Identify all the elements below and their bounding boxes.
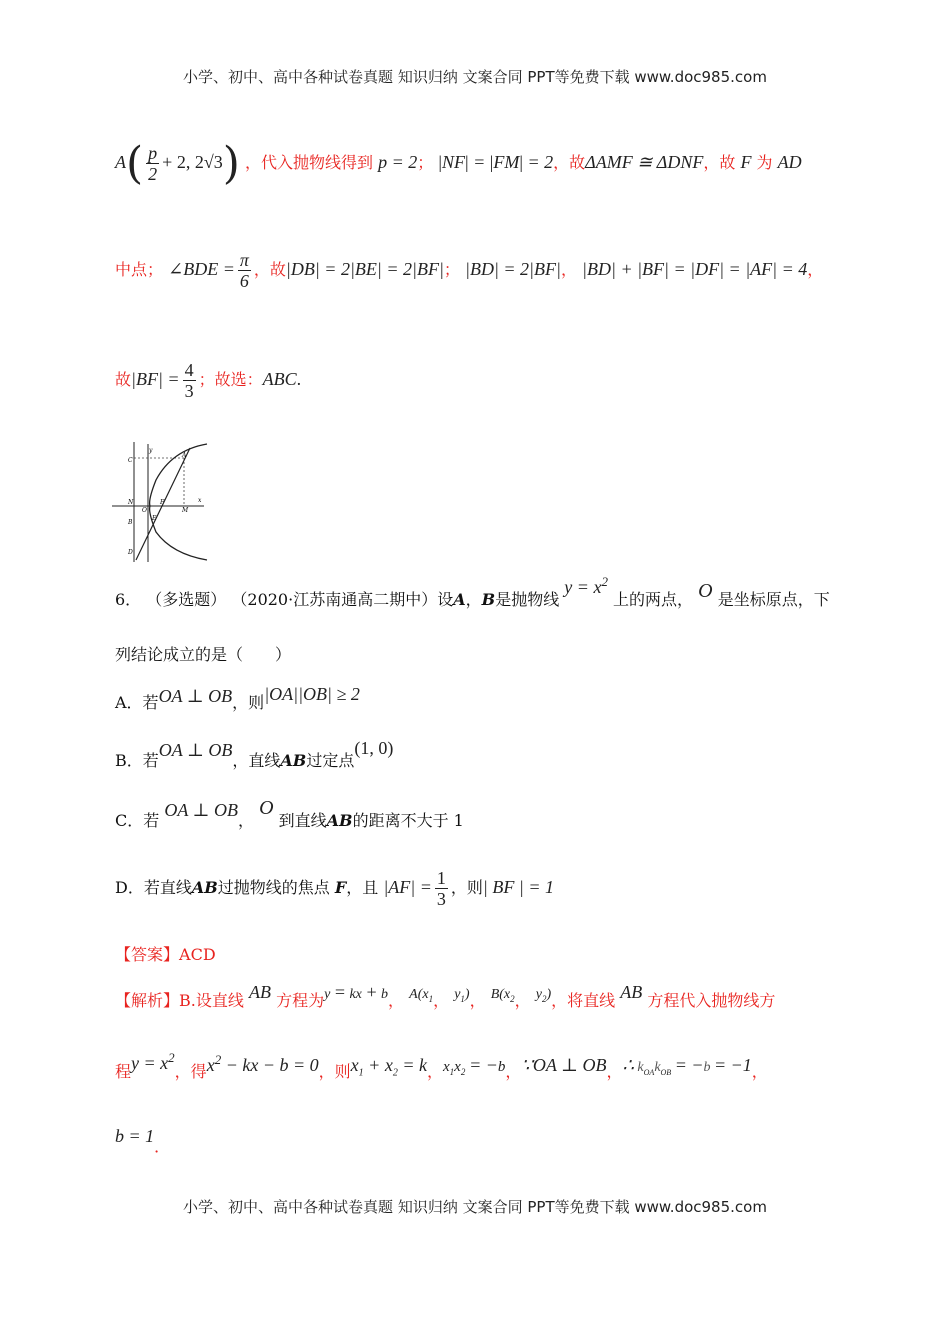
solution-text: ，代入抛物线得到 — [244, 153, 373, 172]
fig-label: D — [128, 549, 133, 556]
option-c — [115, 797, 464, 832]
solution-line-2 — [115, 250, 823, 291]
math-oa-perp-ob: OA ⊥ OB — [164, 800, 238, 820]
fig-label: C — [128, 457, 133, 464]
math-bf-eq-1: | BF | = 1 — [482, 877, 554, 897]
solution-text: ， — [560, 260, 577, 279]
stem-text: 设 — [437, 590, 454, 609]
stem-text: 是坐标原点，下 — [717, 590, 830, 609]
question-tag: （多选题） — [146, 590, 227, 609]
fig-label: F — [160, 499, 165, 506]
math-x1-plus-x2: $x_1 + x_2 = k$ — [350, 1055, 427, 1079]
analysis-text: 程 — [115, 1062, 132, 1081]
analysis-label: 【解析】 — [115, 991, 180, 1010]
math-oa-perp-ob: OA ⊥ OB — [158, 686, 233, 706]
option-a — [115, 684, 360, 713]
math-sum-eq-4: |BD| + |BF| = |DF| = |AF| = 4 — [582, 259, 808, 279]
fig-label: N — [128, 499, 134, 506]
math-y2: $y_2$) — [535, 987, 552, 1004]
solution-text: ，故 — [553, 153, 586, 172]
analysis-line-3 — [115, 1124, 171, 1156]
math-db-be-bf: |DB| = 2|BE| = 2|BF| — [285, 259, 444, 279]
option-d — [115, 868, 554, 909]
analysis-text: ， — [751, 1062, 768, 1081]
math-x1x2: $x_1x_2 = -b$ — [442, 1055, 506, 1077]
analysis-text: 方程为 — [276, 991, 325, 1010]
analysis-text: ，将直线 — [551, 991, 616, 1010]
math-A-x1: $A(x_1$ — [409, 987, 434, 1004]
option-text: ， — [237, 811, 254, 830]
fig-label: E — [152, 515, 157, 522]
fig-label: A — [182, 452, 187, 459]
option-text: F — [334, 878, 347, 897]
solution-text: ； — [443, 260, 460, 279]
math-oa-perp-ob: OA ⊥ OB — [158, 740, 233, 760]
stem-text: A — [453, 590, 466, 609]
stem-text: 是抛物线 — [495, 590, 560, 609]
option-text: 过定点 — [306, 751, 355, 770]
page-header: 小学、初中、高中各种试卷真题 知识归纳 文案合同 PPT等免费下载 www.doc985.com — [183, 68, 767, 86]
option-text: AB — [191, 878, 218, 897]
analysis-text: 方程代入抛物线方 — [647, 991, 776, 1010]
option-text: ，且 — [346, 878, 379, 897]
math-y-eq-x2: $y = x^2$ — [564, 574, 608, 597]
solution-text: 中点； — [115, 260, 164, 279]
question-source: （2020·江苏南通高二期中） — [231, 590, 438, 609]
option-text: 的距离不大于 1 — [352, 811, 464, 830]
answer-line — [115, 942, 216, 965]
option-label: A．若 — [115, 693, 159, 712]
math-b-eq-1: b = 1 — [115, 1126, 155, 1146]
option-text: ，直线 — [232, 751, 281, 770]
option-label: B．若 — [115, 751, 159, 770]
analysis-text: ，得 — [174, 1062, 207, 1081]
math-p-eq-2: p = 2 — [378, 152, 418, 172]
math-bd-2bf: |BD| = 2|BF| — [465, 259, 561, 279]
solution-text: 为 — [756, 153, 773, 172]
analysis-text: B.设直线 — [179, 991, 244, 1010]
math-frac-1-3: $\frac{1}{3}$ — [436, 868, 446, 909]
math-frac-p-2: $\frac{p}{2}$ — [148, 143, 158, 184]
solution-text: ，故 — [703, 153, 736, 172]
analysis-text: ， — [388, 991, 405, 1010]
math-frac-4-3: $\frac{4}{3}$ — [184, 360, 194, 401]
page-footer: 小学、初中、高中各种试卷真题 知识归纳 文案合同 PPT等免费下载 www.doc985.com — [183, 1198, 767, 1216]
solution-text: ；故选： — [198, 370, 263, 389]
solution-text: ； — [417, 153, 434, 172]
math-quadratic: $x^2$ − kx − b = 0 — [206, 1052, 319, 1075]
math-oa-ob-ge-2: |OA||OB| ≥ 2 — [264, 684, 360, 704]
math-point-A: A — [115, 152, 126, 172]
option-text: AB — [326, 811, 353, 830]
fig-label: O — [142, 507, 147, 514]
math-frac-pi-6: $\frac{\pi}{6}$ — [239, 250, 249, 291]
fig-label: M — [182, 507, 189, 514]
math-AB: AB — [248, 982, 271, 1002]
math-because-perp: ∵OA ⊥ OB — [521, 1055, 607, 1075]
analysis-text: ， — [505, 1062, 522, 1081]
analysis-line-2 — [115, 1050, 768, 1085]
analysis-text: ， — [514, 991, 531, 1010]
option-text: ，则 — [232, 693, 265, 712]
math-nf-fm: |NF| = |FM| = 2 — [438, 152, 554, 172]
stem-text: 列结论成立的是（ ） — [115, 645, 292, 664]
solution-line-1: A( $\frac{p}{2}$ + 2, 2√3) ，代入抛物线得到 p = 2； |NF| = |FM| = 2，故ΔAMF ≅ ΔDNF，故 F 为 AD — [115, 138, 802, 189]
math-AB: AB — [620, 982, 643, 1002]
math-point-1-0: (1, 0) — [354, 738, 394, 758]
question-number: 6． — [115, 590, 142, 609]
option-text: ，则 — [450, 878, 483, 897]
math-AD: AD — [777, 152, 802, 172]
math-line-eq: y = kx + b — [324, 982, 389, 1002]
question-stem-line-2 — [115, 642, 291, 665]
stem-text: 上的两点， — [613, 590, 694, 609]
solution-text: ， — [807, 260, 824, 279]
analysis-text: ， — [426, 1062, 443, 1081]
question-stem-line-1 — [115, 574, 830, 611]
analysis-text: ，则 — [318, 1062, 351, 1081]
option-label: C．若 — [115, 811, 160, 830]
option-label: D．若直线 — [115, 878, 192, 897]
option-text: 到直线 — [278, 811, 327, 830]
math-B-x2: $B(x_2$ — [490, 987, 515, 1004]
math-bf-eq: |BF| = — [131, 369, 180, 389]
math-choice-ABC: ABC — [262, 369, 297, 389]
fig-label: x — [198, 497, 202, 504]
option-text: 过抛物线的焦点 — [217, 878, 330, 897]
parabola-figure — [112, 440, 212, 564]
option-b — [115, 738, 394, 771]
analysis-text: ， — [469, 991, 486, 1010]
math-O: O — [698, 580, 713, 602]
stem-text: B — [481, 590, 496, 609]
math-y-eq-x2: $y = x^2$ — [131, 1050, 175, 1073]
analysis-text: ， — [433, 991, 450, 1010]
fig-label: y — [149, 447, 153, 454]
math-O: O — [259, 797, 274, 819]
analysis-line-1 — [115, 982, 776, 1012]
analysis-text: ， — [606, 1062, 623, 1081]
answer-label: 【答案】 — [115, 945, 180, 964]
math-F: F — [740, 152, 752, 172]
solution-text: 故 — [115, 370, 132, 389]
stem-text: ， — [465, 590, 482, 609]
math-af-eq: |AF| = — [383, 877, 432, 897]
option-text: AB — [280, 751, 307, 770]
math-y1: $y_1$) — [454, 987, 470, 1004]
solution-text: ，故 — [253, 260, 286, 279]
fig-label: B — [128, 519, 133, 526]
period: . — [296, 369, 302, 389]
solution-line-3 — [115, 360, 301, 401]
math-angle-BDE: ∠BDE = — [168, 259, 235, 279]
answer-value: ACD — [179, 945, 216, 964]
math-slope-product: ∴ $k_{OA}k_{OB} = -b = -1$ — [622, 1055, 752, 1077]
math-congruent: ΔAMF ≅ ΔDNF — [585, 152, 704, 172]
analysis-text: ． — [154, 1137, 171, 1156]
